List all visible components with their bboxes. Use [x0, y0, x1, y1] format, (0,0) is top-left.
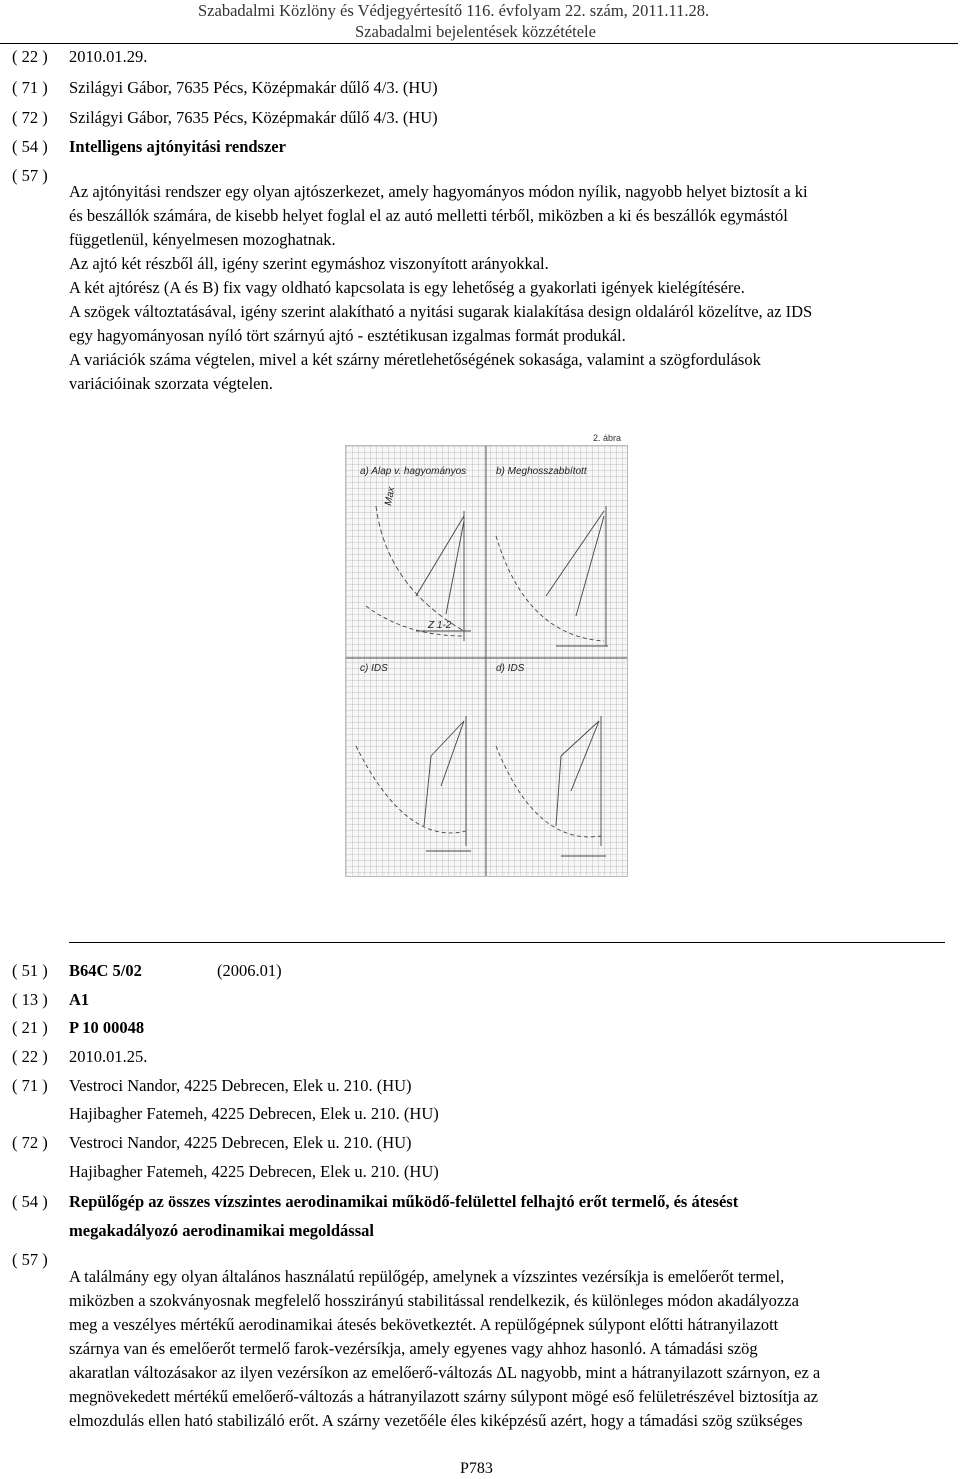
inid-code: ( 22 ): [12, 47, 48, 66]
inid-code: ( 72 ): [12, 1133, 48, 1152]
inid-code: ( 54 ): [12, 1192, 48, 1211]
abstract-line: megnövekedett mértékű emelőerő-változás a hátranyilazott szárny súlypont mögé eső felületrészével biztosítja az: [69, 1387, 819, 1406]
section-title: Szabadalmi bejelentések közzététele: [355, 22, 596, 41]
max-label: Max: [383, 485, 398, 507]
inventor: Vestroci Nandor, 4225 Debrecen, Elek u. 210. (HU): [69, 1133, 412, 1152]
inid-code: ( 57 ): [12, 1250, 48, 1269]
invention-title: Repülőgép az összes vízszintes aerodinamikai működő-felülettel felhajtó erőt termelő, és átesést: [69, 1192, 739, 1211]
abstract-line: Az ajtónyitási rendszer egy olyan ajtószerkezet, amely hagyományos módon nyílik, nagyobb helyet biztosít a ki: [69, 182, 808, 201]
kind-code: A1: [69, 990, 90, 1009]
abstract-line: elmozdulás ellen ható stabilizáló erőt. A szárny vezetőéle éles kiképzésű azért, hogy a támadási szög szükséges: [69, 1411, 803, 1430]
figure-caption: 2. ábra: [593, 433, 622, 443]
ipc-edition: (2006.01): [217, 961, 282, 980]
inid-code: ( 71 ): [12, 1076, 48, 1095]
invention-title: Intelligens ajtónyitási rendszer: [69, 137, 286, 156]
inid-code: ( 51 ): [12, 961, 48, 980]
abstract-line: és beszállók számára, de kisebb helyet foglal el az autó melletti térből, miközben a ki és beszállók egymástól: [69, 206, 788, 225]
entry2-abstract: [69, 1265, 909, 1433]
application-number: P 10 00048: [69, 1018, 145, 1037]
abstract-line: szárnya van és emelőerőt termelő farok-vezérsíkja, amely egyenes vagy ahhoz hasonló. A támadási szög: [69, 1339, 758, 1358]
page-number: P783: [460, 1460, 493, 1477]
inid-code: ( 13 ): [12, 990, 48, 1009]
journal-title: Szabadalmi Közlöny és Védjegyértesítő 116. évfolyam 22. szám, 2011.11.28.: [198, 1, 710, 20]
abstract-line: miközben a szokványosnak megfelelő hosszirányú stabilitással rendelkezik, és különleges módon akadályozza: [69, 1291, 799, 1310]
panel-a-label: a) Alap v. hagyományos: [360, 466, 467, 477]
applicant: Vestroci Nandor, 4225 Debrecen, Elek u. 210. (HU): [69, 1076, 412, 1095]
filing-date: 2010.01.29.: [69, 47, 148, 66]
inid-code: ( 71 ): [12, 78, 48, 97]
abstract-line: A szögek változtatásával, igény szerint alakítható a nyitási sugarak kialakítása design oldaláról közelítve, az IDS: [69, 302, 813, 321]
abstract-line: meg a veszélyes mértékű aerodinamikai átesés bekövetkeztét. A repülőgépnek súlypont előtti hátranyilazott: [69, 1315, 779, 1334]
panel-c-label: c) IDS: [360, 663, 388, 674]
z-label: Z 1-2: [428, 620, 452, 631]
abstract-line: A két ajtórész (A és B) fix vagy oldható kapcsolata is egy lehetőség a gyakorlati igények kielégítésére.: [69, 278, 745, 297]
invention-title-cont: megakadályozó aerodinamikai megoldással: [69, 1221, 374, 1240]
abstract-line: egy hagyományosan nyíló tört szárnyú ajtó - esztétikusan izgalmas formát produkál.: [69, 326, 626, 345]
ipc-class: B64C 5/02: [69, 961, 142, 980]
filing-date: 2010.01.25.: [69, 1047, 148, 1066]
inid-code: ( 57 ): [12, 166, 48, 185]
inid-code: ( 22 ): [12, 1047, 48, 1066]
abstract-line: akaratlan változásakor az ilyen vezérsíkon az emelőerő-változás ΔL nagyobb, mint a hátranyilazott szárnyon, ez a: [69, 1363, 821, 1382]
inventor: Szilágyi Gábor, 7635 Pécs, Középmakár dűlő 4/3. (HU): [69, 108, 438, 127]
abstract-line: A találmány egy olyan általános használatú repülőgép, amelynek a vízszintes vezérsíkja is emelőerőt termel,: [69, 1267, 785, 1286]
inid-code: ( 21 ): [12, 1018, 48, 1037]
inid-code: ( 54 ): [12, 137, 48, 156]
entry1-abstract: [69, 180, 909, 396]
abstract-line: Az ajtó két részből áll, igény szerint egymáshoz viszonyított arányokkal.: [69, 254, 549, 273]
abstract-line: függetlenül, kényelmesen mozoghatnak.: [69, 230, 336, 249]
page-header: [0, 0, 960, 44]
abstract-line: variációinak szorzata végtelen.: [69, 374, 273, 393]
applicant: Hajibagher Fatemeh, 4225 Debrecen, Elek u. 210. (HU): [69, 1104, 439, 1123]
inid-code: ( 72 ): [12, 108, 48, 127]
inventor: Hajibagher Fatemeh, 4225 Debrecen, Elek u. 210. (HU): [69, 1162, 439, 1181]
entry-divider: [69, 942, 945, 943]
door-diagram-drawing: [346, 446, 627, 876]
patent-drawing: [345, 445, 628, 877]
abstract-line: A variációk száma végtelen, mivel a két szárny méretlehetőségének sokasága, valamint a szögfordulások: [69, 350, 761, 369]
header-divider: [0, 43, 958, 44]
panel-b-label: b) Meghosszabbított: [496, 466, 587, 477]
applicant: Szilágyi Gábor, 7635 Pécs, Középmakár dűlő 4/3. (HU): [69, 78, 438, 97]
panel-d-label: d) IDS: [496, 663, 525, 674]
